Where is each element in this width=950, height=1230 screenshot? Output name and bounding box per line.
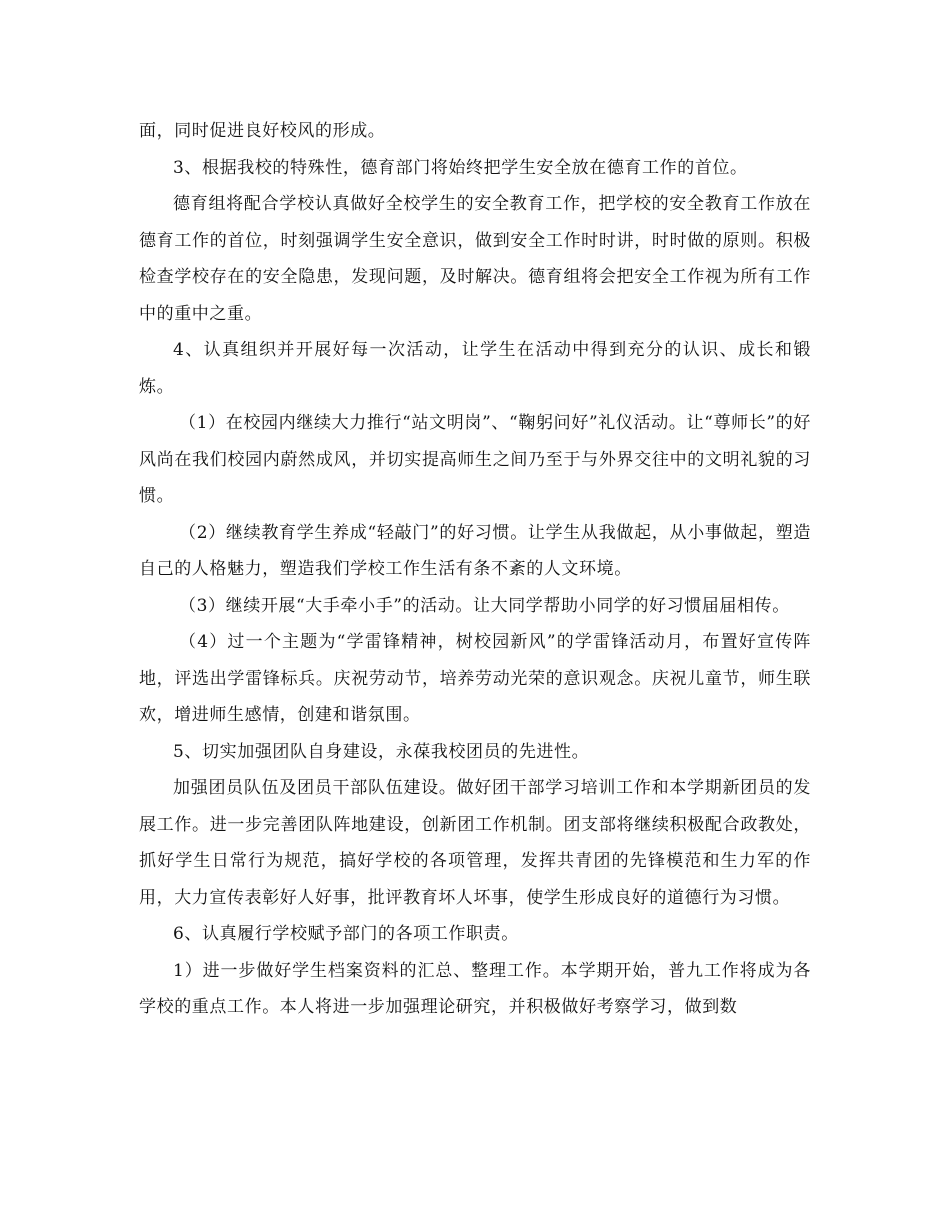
heading-item-5-league-building: 5、切实加强团队自身建设，永葆我校团员的先进性。 <box>173 741 590 762</box>
heading-item-3-safety: 3、根据我校的特殊性，德育部门将始终把学生安全放在德育工作的首位。 <box>173 157 748 178</box>
heading-item-6-duties: 6、认真履行学校赋予部门的各项工作职责。 <box>173 924 519 944</box>
document-body <box>139 113 811 1026</box>
sub-item-2-knock-door: （2）继续教育学生养成“轻敲门”的好习惯。让学生从我做起，从小事做起，塑造自己的人格魅力，塑造我们学校工作生活有条不紊的人文环境。 <box>139 522 811 579</box>
sub-item-3-big-hand-small-hand: （3）继续开展“大手牵小手”的活动。让大同学帮助小同学的好习惯届届相传。 <box>179 595 790 616</box>
heading-item-4-activities: 4、认真组织并开展好每一次活动，让学生在活动中得到充分的认识、成长和锻炼。 <box>139 340 811 397</box>
paragraph-league-building: 加强团员队伍及团员干部队伍建设。做好团干部学习培训工作和本学期新团员的发展工作。进一步完善团队阵地建设，创新团工作机制。团支部将继续积极配合政教处，抓好学生日常行为规范，搞好学校的各项管理，发挥共青团的先锋模范和生力军的作用，大力宣传表彰好人好事，批评教育坏人坏事，使学生形成良好的道德行为习惯。 <box>139 778 811 908</box>
paragraph-continuation: 面，同时促进良好校风的形成。 <box>139 121 386 141</box>
sub-item-1-etiquette: （1）在校园内继续大力推行“站文明岗”、“鞠躬问好”礼仪活动。让“尊师长”的好风尚在我们校园内蔚然成风，并切实提高师生之间乃至于与外界交往中的文明礼貌的习惯。 <box>139 413 811 506</box>
paragraph-safety-education: 德育组将配合学校认真做好全校学生的安全教育工作，把学校的安全教育工作放在德育工作的首位，时刻强调学生安全意识，做到安全工作时时讲，时时做的原则。积极检查学校存在的安全隐患，发现问题，及时解决。德育组将会把安全工作视为所有工作中的重中之重。 <box>139 194 811 324</box>
sub-item-4-lei-feng-month: （4）过一个主题为“学雷锋精神，树校园新风”的学雷锋活动月，布置好宣传阵地，评选出学雷锋标兵。庆祝劳动节，培养劳动光荣的意识观念。庆祝儿童节，师生联欢，增进师生感情，创建和谐氛围。 <box>139 632 811 725</box>
paragraph-archives-work: 1）进一步做好学生档案资料的汇总、整理工作。本学期开始，普九工作将成为各学校的重点工作。本人将进一步加强理论研究，并积极做好考察学习，做到数 <box>139 960 811 1017</box>
